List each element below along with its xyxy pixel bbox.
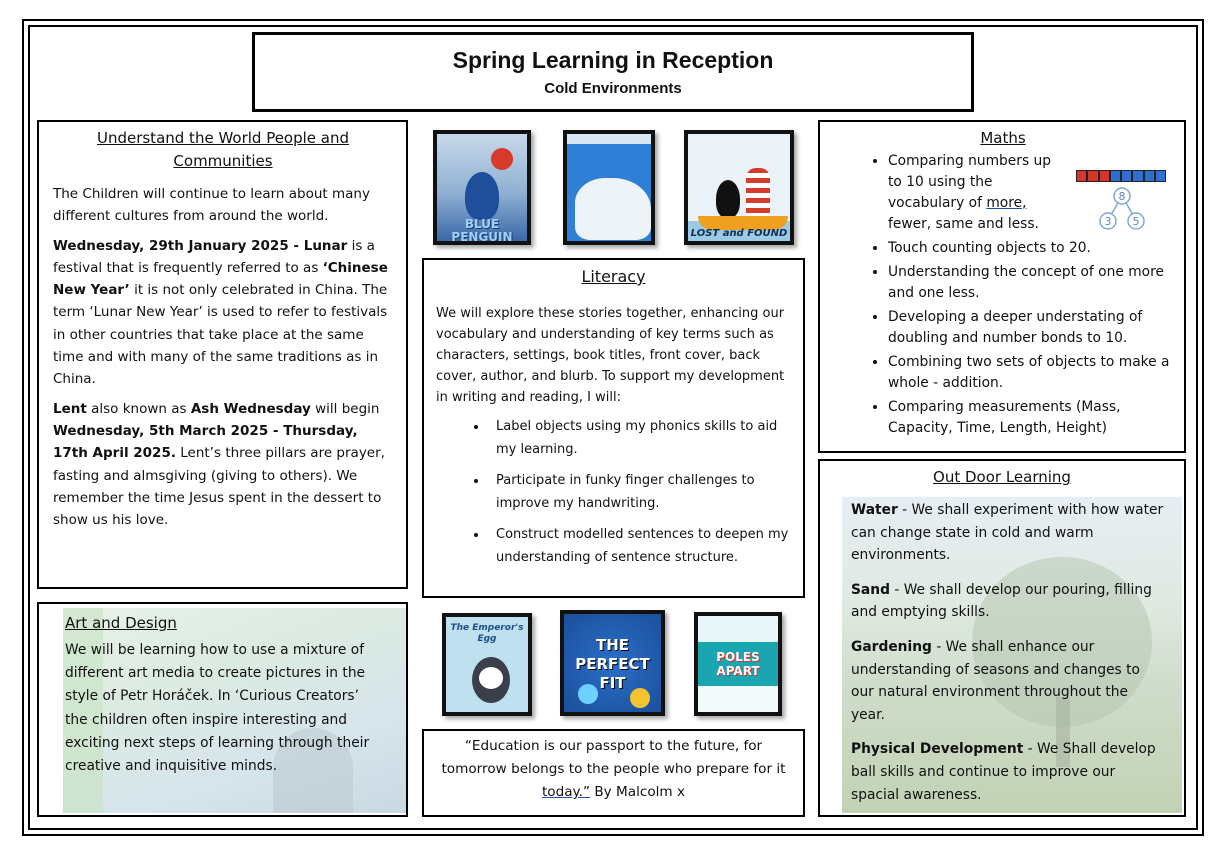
maths-bullet: • Comparing measurements (Mass, Capacity, Time, Length, Height): [888, 397, 1172, 439]
cover-strip: [567, 134, 651, 144]
gardening-label: Gardening: [851, 638, 932, 655]
maths-bullet: [888, 151, 1068, 235]
page-subtitle: Cold Environments: [544, 80, 682, 97]
lent-bold-2: Ash Wednesday: [190, 400, 311, 417]
number-bar-image: [1076, 170, 1166, 182]
bar-segment: [1121, 170, 1132, 182]
book-title-emperors-egg: The Emperor's Egg: [450, 623, 524, 644]
maths-bullet: • Touch counting objects to 20.: [888, 238, 1172, 259]
lunar-bold: ‘Chinese New Year’: [53, 259, 388, 299]
book-title-lost-and-found: LOST and FOUND: [690, 228, 788, 239]
circle-shape: [578, 684, 598, 704]
title-box: [252, 32, 974, 112]
penguin-shape: [716, 180, 740, 218]
number-bond-diagram: [1092, 186, 1152, 232]
outdoor-physical: [851, 738, 1166, 806]
bond-left: 3: [1104, 215, 1112, 228]
outdoor-learning-panel: [818, 459, 1186, 817]
book-cover-lost-and-found: [684, 130, 794, 245]
outdoor-heading: Out Door Learning: [933, 468, 1071, 486]
outdoor-gardening: [851, 636, 1166, 726]
physical-text: - We Shall develop ball skills and continue to improve our spacial awareness.: [851, 741, 1156, 803]
maths-panel: [818, 120, 1186, 453]
sun-shape: [491, 148, 513, 170]
book-cover-poles-apart: [694, 612, 782, 716]
physical-label: Physical Development: [851, 741, 1024, 758]
bar-segment: [1155, 170, 1166, 182]
maths-bullet-1-underlined: more,: [986, 195, 1027, 211]
bar-segment: [1144, 170, 1155, 182]
book-cover-emperors-egg: [442, 613, 532, 716]
literacy-bullet: • Construct modelled sentences to deepen my understanding of sentence structure.: [488, 524, 791, 569]
understand-world-panel: [37, 120, 408, 589]
book-title-poles-apart: POLES APART: [716, 650, 760, 678]
maths-heading: Maths: [980, 129, 1026, 147]
lunar-paragraph: [53, 235, 393, 391]
maths-bullet: • Understanding the concept of one more and one less.: [888, 262, 1172, 304]
art-content: [65, 612, 385, 778]
outdoor-water: [851, 499, 1166, 567]
lent-bold-1: Lent: [53, 400, 87, 417]
literacy-panel: [422, 258, 805, 598]
ice-shape: [698, 616, 778, 642]
bar-segment: [1110, 170, 1121, 182]
outdoor-content: [851, 499, 1166, 817]
quote-underlined: today.”: [541, 784, 591, 800]
book-title-blue-penguin: BLUE PENGUIN: [451, 217, 513, 244]
quote-body: “Education is our passport to the future, for tomorrow belongs to the people who prepare for it: [441, 738, 786, 777]
lunar-text-2: it is not only celebrated in China. The term ‘Lunar New Year’ is used to refer to festivals in other countries that take place at the same time and with many of the same traditions as in China.: [53, 282, 388, 388]
water-label: Water: [851, 502, 898, 518]
outdoor-sand: [851, 579, 1166, 624]
bar-segment: [1099, 170, 1110, 182]
sand-text: - We shall develop our pouring, filling and emptying skills.: [851, 581, 1152, 621]
circle-shape: [630, 688, 650, 708]
bar-segment: [1087, 170, 1098, 182]
quote-text: [432, 735, 795, 804]
gardening-text: - We shall enhance our understanding of seasons and changes to our natural environment throughout the year.: [851, 638, 1140, 723]
lent-text-3: Lent’s three pillars are prayer, fasting and almsgiving (giving to others). We remember the time Jesus spent in the dessert to show us his love.: [53, 445, 385, 529]
lent-text-2: will begin: [310, 400, 380, 417]
lent-paragraph: [53, 398, 393, 532]
quote-panel: [422, 729, 805, 817]
penguin-face-shape: [479, 667, 503, 689]
understand-world-heading: Understand the World People and Communities: [96, 129, 350, 170]
maths-bullet-1-post: fewer, same and less.: [888, 216, 1039, 232]
bond-right: 5: [1132, 215, 1140, 228]
literacy-intro: We will explore these stories together, enhancing our vocabulary and understanding of key terms such as characters, settings, book titles, front cover, back cover, author, and blurb. To support my development in writing and reading, I will:: [436, 306, 785, 405]
lent-bold-3: Wednesday, 5th March 2025 - Thursday, 17th April 2025.: [53, 422, 358, 462]
understand-world-intro: The Children will continue to learn about many different cultures from around the world.: [53, 186, 370, 225]
lunar-date: Wednesday, 29th January 2025 - Lunar: [53, 237, 348, 254]
book-title-perfect-fit: THE PERFECT FIT: [575, 636, 650, 692]
penguin-shape: [465, 172, 499, 220]
page-title: Spring Learning in Reception: [452, 47, 774, 73]
lunar-text-1: is a festival that is frequently referred to as: [53, 237, 375, 276]
bar-segment: [1076, 170, 1087, 182]
art-text: We will be learning how to use a mixture of different art media to create pictures in the style of Petr Horáček. In ‘Curious Creators’ the children often inspire interesting and exciting next steps of learning through their creative and inquisitive minds.: [65, 642, 370, 775]
quote-author: By Malcolm x: [590, 784, 686, 800]
literacy-list: [488, 416, 791, 569]
book-cover-perfect-fit: [560, 610, 665, 716]
literacy-bullet: • Participate in funky finger challenges to improve my handwriting.: [488, 470, 791, 515]
art-design-panel: [37, 602, 408, 817]
literacy-bullet: • Label objects using my phonics skills to aid my learning.: [488, 416, 791, 461]
snow-shape: [698, 686, 778, 712]
literacy-heading: Literacy: [581, 267, 646, 286]
maths-bullet-1-pre: Comparing numbers up to 10 using the vocabulary of: [888, 153, 1052, 211]
maths-bullet: • Combining two sets of objects to make a whole - addition.: [888, 352, 1172, 394]
polar-bear-shape: [575, 178, 651, 240]
sand-label: Sand: [851, 581, 890, 598]
lent-text-1: also known as: [86, 400, 191, 417]
maths-bullet: • Developing a deeper understating of doubling and number bonds to 10.: [888, 307, 1172, 349]
boy-shape: [746, 168, 770, 216]
book-cover-polar-bear: [563, 130, 655, 245]
bar-segment: [1132, 170, 1143, 182]
water-text: - We shall experiment with how water can change state in cold and warm environments.: [851, 502, 1164, 564]
art-heading: Art and Design: [65, 614, 177, 632]
bond-top: 8: [1118, 190, 1126, 203]
book-cover-blue-penguin: [433, 130, 531, 245]
